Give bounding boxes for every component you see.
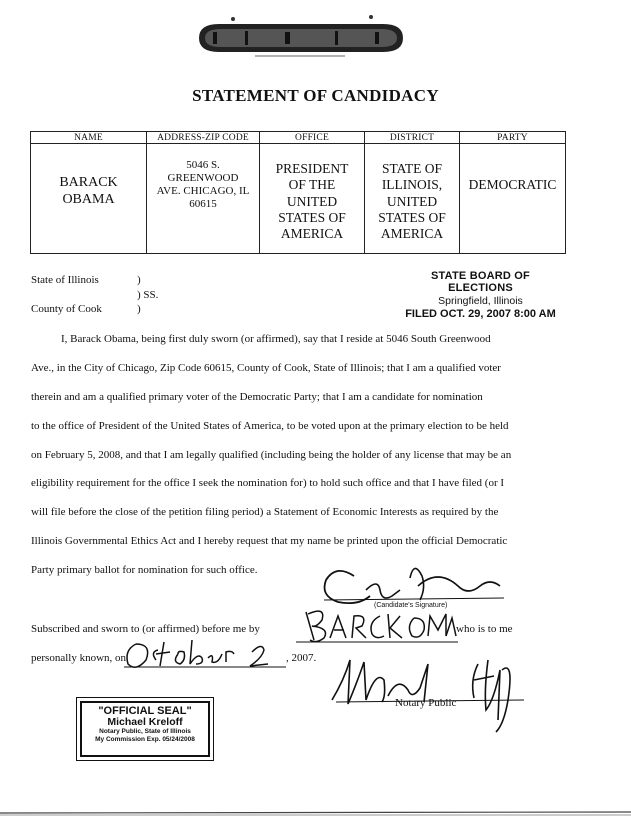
venue-ss: ) SS. [137, 288, 159, 301]
notary-signature [328, 640, 528, 735]
affidavit-line: Ave., in the City of Chicago, Zip Code 60615, County of Cook, State of Illinois; that I am a qualified voter [31, 361, 501, 374]
district-line: ILLINOIS, [381, 177, 443, 193]
table-row [31, 144, 566, 254]
stamp-filed: FILED OCT. 29, 2007 8:00 AM [405, 308, 556, 320]
affidavit-line: eligibility requirement for the office I seek the nomination for) to hold such office and that I have filed (or I [31, 477, 505, 490]
header-party: PARTY [460, 132, 566, 144]
year-text: , 2007. [286, 652, 317, 664]
name-line: OBAMA [62, 192, 115, 207]
candidate-info-table [30, 131, 566, 254]
affidavit-line: therein and am a qualified primary voter of the Democratic Party; that I am a candidate for nomination [31, 390, 483, 403]
notary-public-label: Notary Public [395, 697, 457, 709]
handwritten-date [122, 632, 288, 674]
document-title: STATEMENT OF CANDIDACY [192, 86, 439, 105]
venue-county: County of Cook [31, 303, 102, 315]
affidavit-line: Illinois Governmental Ethics Act and I hereby request that my name be printed upon the official Democratic [31, 535, 508, 548]
page-bottom-edge [0, 810, 631, 817]
office-line: OF THE [288, 177, 336, 193]
header-address: ADDRESS-ZIP CODE [147, 132, 260, 144]
address-line: GREENWOOD [167, 172, 239, 184]
seal-expiry: My Commission Exp. 05/24/2008 [95, 736, 195, 743]
seal-name: Michael Kreloff [107, 716, 183, 728]
office-line: AMERICA [280, 226, 344, 242]
district-line: STATES OF [378, 209, 446, 225]
stamp-board: STATE BOARD OF ELECTIONS [431, 270, 530, 294]
office-line: STATES OF [278, 209, 346, 225]
venue-paren: ) [137, 303, 141, 315]
filing-stamp [398, 270, 563, 320]
venue-block [31, 273, 158, 317]
address-line: AVE. CHICAGO, IL [156, 185, 250, 197]
name-line: BARACK [59, 175, 118, 190]
affidavit-line: Party primary ballot for nomination for such office. [31, 564, 258, 577]
cell-office [260, 144, 365, 254]
known-line [31, 652, 317, 664]
venue-paren: ) [137, 274, 141, 286]
cell-party: DEMOCRATIC [460, 144, 566, 254]
sworn-text-2: who is to me [456, 623, 513, 635]
header-office: OFFICE [260, 132, 365, 144]
district-line: AMERICA [380, 226, 444, 242]
office-line: UNITED [286, 193, 338, 209]
sworn-text-1: Subscribed and sworn to (or affirmed) before me by [31, 623, 260, 635]
table-header-row [31, 132, 566, 144]
affidavit-line: to the office of President of the United States of America, to be voted upon at the primary election to be held [31, 419, 509, 432]
header-district: DISTRICT [365, 132, 460, 144]
official-seal [80, 701, 210, 757]
header-name: NAME [31, 132, 147, 144]
address-line: 60615 [189, 198, 217, 210]
binding-clip-mark [185, 12, 417, 60]
candidate-signature-label: (Candidate's Signature) [374, 602, 448, 609]
affidavit-text [31, 325, 571, 585]
known-text: personally known, on [31, 652, 127, 664]
cell-address [147, 144, 260, 254]
affidavit-line: I, Barack Obama, being first duly sworn (or affirmed), say that I reside at 5046 South Greenwood [61, 333, 491, 345]
cell-district [365, 144, 460, 254]
venue-state: State of Illinois [31, 274, 99, 286]
address-line: 5046 S. [186, 159, 220, 171]
affidavit-line: will file before the close of the petition filing period) a Statement of Economic Interests as required by the [31, 506, 499, 519]
seal-state: Notary Public, State of Illinois [99, 728, 191, 735]
district-line: STATE OF [381, 161, 443, 176]
district-line: UNITED [386, 193, 438, 209]
stamp-city: Springfield, Illinois [438, 295, 523, 307]
seal-title: "OFFICIAL SEAL" [98, 705, 192, 717]
cell-name [31, 144, 147, 254]
office-line: PRESIDENT [275, 161, 349, 176]
affidavit-line: on February 5, 2008, and that I am legally qualified (including being the holder of any license that may be an [31, 448, 512, 461]
